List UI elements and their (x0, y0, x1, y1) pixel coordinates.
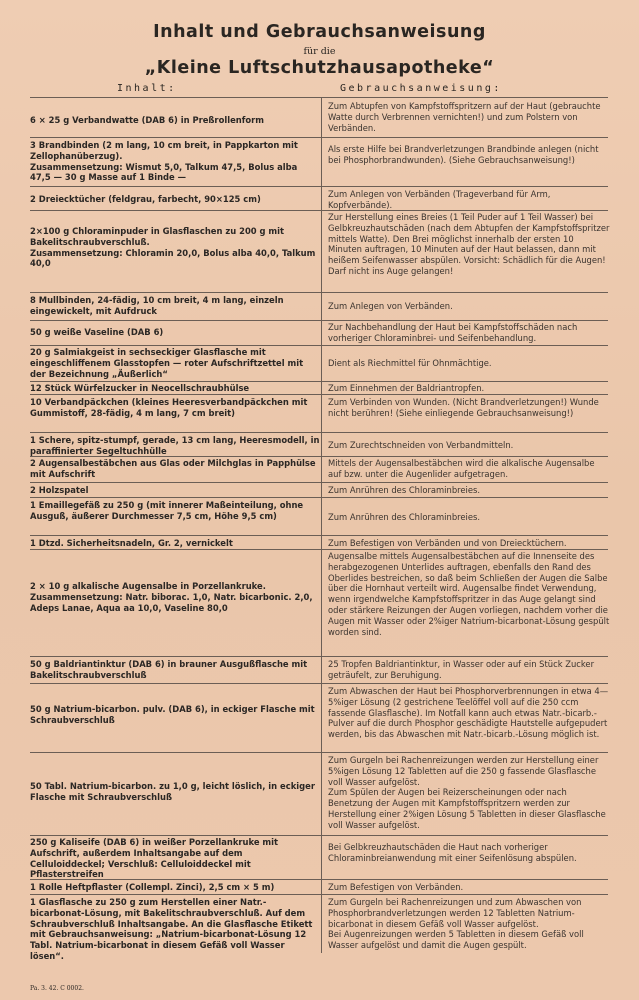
document-subtitle: „Kleine Luftschutzhausapotheke“ (144, 58, 495, 78)
table-row (30, 101, 608, 145)
row-divider (30, 210, 608, 211)
row-divider (30, 497, 608, 498)
item-description: 1 Dtzd. Sicherheitsnadeln, Gr. 2, vernickelt (30, 538, 233, 548)
table-row (30, 347, 608, 380)
row-divider (30, 394, 608, 395)
item-description: 1 Glasflasche zu 250 g zum Herstellen einer Natr.-bicarbonat-Lösung, mit Bakelitschraubverschluß. Auf dem Schraubverschluß Inhaltsangabe. An die Glasflasche Etikett mit Gebrauchsanweisung: „Natrium-bicarbonat-Lösung 12 Tabl. Natrium-bicarbonat in diesem Gefäß voll Wasser lösen“. (30, 897, 313, 961)
table-row (30, 500, 608, 534)
table-row (30, 435, 608, 457)
item-description: 50 Tabl. Natrium-bicarbon. zu 1,0 g, leicht löslich, in eckiger Flasche mit Schraubverschluß (30, 781, 315, 802)
table-row (30, 686, 608, 752)
document-title: Inhalt und Gebrauchsanweisung (153, 22, 486, 42)
table-row (30, 551, 608, 655)
usage-instruction: Zum Gurgeln bei Rachenreizungen und zum Abwaschen von Phosphorbrandverletzungen werden 12 Tabletten Natrium-bicarbonat in diesem Gefäß voll Wasser aufgelöst. Bei Augenreizungen werden 5 Tabletten in diesem Gefäß voll Wasser aufgelöst und damit die Augen gespült. (328, 897, 584, 951)
item-description: 10 Verbandpäckchen (kleines Heeresverbandpäckchen mit Gummistoff, 28-fädig, 4 m lang, 7 cm breit) (30, 397, 308, 418)
table-row (30, 837, 608, 879)
usage-instruction: Zum Anlegen von Verbänden (Trageverband für Arm, Kopfverbände). (328, 189, 551, 210)
row-divider (30, 879, 608, 880)
usage-instruction: Zum Abwaschen der Haut bei Phosphorverbrennungen in etwa 4—5%iger Lösung (2 gestrichene Teelöffel voll auf die 250 ccm fassende Glasflasche). Im Notfall kann auch etwas Natr.-bicarb.-Pulver auf die durch Phosphor geschädigte Hautstelle aufgepudert werden, bis das Abwaschen mit Natr.-bicarb.-Lösung möglich ist. (328, 686, 609, 740)
row-divider (30, 456, 608, 457)
usage-instruction: Dient als Riechmittel für Ohnmächtige. (328, 358, 492, 368)
row-divider (30, 137, 608, 138)
row-divider (30, 535, 608, 536)
usage-instruction: Zur Nachbehandlung der Haut bei Kampfstoffschäden nach vorheriger Chloraminbrei- und Seifenbehandlung. (328, 322, 578, 343)
item-description: 250 g Kaliseife (DAB 6) in weißer Porzellankruke mit Aufschrift, außerdem Inhaltsangabe auf dem Celluloiddeckel; Verschluß: Celluloiddeckel mit Pflasterstreifen (30, 837, 279, 880)
usage-instruction: Zur Herstellung eines Breies (1 Teil Puder auf 1 Teil Wasser) bei Gelbkreuzhautschäden (nach dem Abtupfen der Kampfstoffspritzer mittels Watte). Den Brei möglichst innerhalb der ersten 10 Minuten auftragen, 10 Minuten auf der Haut belassen, dann mit heißem Seifenwasser abspülen. Vorsicht: Schädlich für die Augen! Darf nicht ins Auge gelangen! (328, 212, 610, 276)
item-description: 2 Dreiecktücher (feldgrau, farbecht, 90×125 cm) (30, 194, 261, 204)
item-description: 3 Brandbinden (2 m lang, 10 cm breit, in Pappkarton mit Zellophanüberzug). Zusammensetzung: Wismut 5,0, Talkum 47,5, Bolus alba 47,5 — 30 g Masse auf 1 Binde — (30, 140, 298, 183)
item-description: 1 Rolle Heftpflaster (Collempl. Zinci), 2,5 cm × 5 m) (30, 882, 275, 892)
item-description: 2 Holzspatel (30, 485, 89, 495)
row-divider (30, 752, 608, 753)
usage-instruction: Zum Anrühren des Chloraminbreies. (328, 512, 481, 522)
table-row (30, 397, 608, 431)
column-heading-instructions: Gebrauchsanweisung: (340, 83, 502, 94)
row-divider (30, 683, 608, 684)
row-divider (30, 381, 608, 382)
usage-instruction: Zum Befestigen von Verbänden und von Dreiecktüchern. (328, 538, 567, 548)
usage-instruction: Zum Einnehmen der Baldriantropfen. (328, 383, 485, 393)
table-row (30, 189, 608, 211)
table-row (30, 882, 608, 894)
item-description: 50 g Natrium-bicarbon. pulv. (DAB 6), in eckiger Flasche mit Schraubverschluß (30, 704, 315, 725)
usage-instruction: Zum Befestigen von Verbänden. (328, 882, 464, 892)
usage-instruction: Zum Abtupfen von Kampfstoffspritzern auf der Haut (gebrauchte Watte durch Verbrennen vernichten!) und zum Polstern von Verbänden. (328, 101, 601, 133)
usage-instruction: Als erste Hilfe bei Brandverletzungen Brandbinde anlegen (nicht bei Phosphorbrandwunden). (Siehe Gebrauchsanweisung!) (328, 144, 599, 165)
row-divider (30, 320, 608, 321)
row-divider (30, 549, 608, 550)
usage-instruction: Augensalbe mittels Augensalbestäbchen auf die Innenseite des herabgezogenen Unterlides auftragen, ebenfalls den Rand des Oberlides bestreichen, so daß beim Schließen der Augen die Salbe über die Hornhaut verteilt wird. Augensalbe findet Verwendung, wenn irgendwelche Kampfstoffspritzer in das Auge gelangt sind oder stärkere Reizungen der Augen vorliegen, nachdem vorher die Augen mit Wasser oder 2%iger Natrium-bicarbonat-Lösung gespült worden sind. (328, 551, 610, 637)
row-divider (30, 656, 608, 657)
item-description: 2×100 g Chloraminpuder in Glasflaschen zu 200 g mit Bakelitschraubverschluß. Zusammensetzung: Chloramin 20,0, Bolus alba 40,0, Talkum 40,0 (30, 226, 316, 269)
usage-instruction: 25 Tropfen Baldriantinktur, in Wasser oder auf ein Stück Zucker geträufelt, zur Beruhigung. (328, 659, 595, 680)
item-description: 50 g Baldriantinktur (DAB 6) in brauner Ausgußflasche mit Bakelitschraubverschluß (30, 659, 308, 680)
table-row (30, 322, 608, 344)
table-row (30, 295, 608, 321)
row-divider (30, 186, 608, 187)
usage-instruction: Zum Gurgeln bei Rachenreizungen werden zur Herstellung einer 5%igen Lösung 12 Tabletten auf die 250 g fassende Glasflasche voll Wasser aufgelöst. Zum Spülen der Augen bei Reizerscheinungen oder nach Benetzung der Augen mit Kampfstoffspritzern werden zur Herstellung einer 2%igen Lösung 5 Tabletten in dieser Glasflasche voll Wasser aufgelöst. (328, 755, 606, 830)
item-description: 1 Emaillegefäß zu 250 g (mit innerer Maßeinteilung, ohne Ausguß, äußerer Durchmesser 7,5 cm, Höhe 9,5 cm) (30, 500, 304, 521)
table-row (30, 485, 608, 497)
table-row (30, 755, 608, 833)
item-description: 1 Schere, spitz-stumpf, gerade, 13 cm lang, Heeresmodell, in paraffinierter Segeltuchhülle (30, 435, 320, 456)
usage-instruction: Zum Anlegen von Verbänden. (328, 301, 453, 311)
item-description: 8 Mullbinden, 24-fädig, 10 cm breit, 4 m lang, einzeln eingewickelt, mit Aufdruck (30, 295, 284, 316)
item-description: 2 × 10 g alkalische Augensalbe in Porzellankruke. Zusammensetzung: Natr. biborac. 1,0, Natr. bicarbonic. 2,0, Adeps Lanae, Aqua aa 10,0, Vaseline 80,0 (30, 581, 313, 613)
item-description: 12 Stück Würfelzucker in Neocellschraubhülse (30, 383, 250, 393)
table-row (30, 140, 608, 190)
usage-instruction: Mittels der Augensalbestäbchen wird die alkalische Augensalbe auf bzw. unter die Augenlider aufgetragen. (328, 458, 595, 479)
print-code: Pa. 3. 42. C 0002. (30, 985, 84, 992)
column-heading-contents: Inhalt: (117, 83, 177, 94)
row-divider (30, 292, 608, 293)
item-description: 2 Augensalbestäbchen aus Glas oder Milchglas in Papphülse mit Aufschrift (30, 458, 316, 479)
table-row (30, 659, 608, 681)
usage-instruction: Zum Zurechtschneiden von Verbandmitteln. (328, 440, 514, 450)
item-description: 20 g Salmiakgeist in sechseckiger Glasflasche mit eingeschliffenem Glasstopfen — roter Aufschriftzettel mit der Bezeichnung „Äußerlich“ (30, 347, 304, 379)
usage-instruction: Zum Verbinden von Wunden. (Nicht Brandverletzungen!) Wunde nicht berühren! (Siehe einliegende Gebrauchsanweisung!) (328, 397, 599, 418)
usage-instruction: Bei Gelbkreuzhautschäden die Haut nach vorheriger Chloraminbreianwendung mit einer Seifenlösung abspülen. (328, 842, 577, 863)
item-description: 50 g weiße Vaseline (DAB 6) (30, 327, 164, 337)
table-row (30, 212, 608, 292)
table-row (30, 458, 608, 480)
row-divider (30, 482, 608, 483)
row-divider (30, 432, 608, 433)
row-divider (30, 345, 608, 346)
item-description: 6 × 25 g Verbandwatte (DAB 6) in Preßrollenform (30, 115, 264, 125)
table-row (30, 897, 608, 963)
row-divider (30, 835, 608, 836)
title-connector: für die (303, 46, 336, 57)
usage-instruction: Zum Anrühren des Chloraminbreies. (328, 485, 481, 495)
row-divider (30, 894, 608, 895)
table-top-rule (30, 97, 608, 98)
